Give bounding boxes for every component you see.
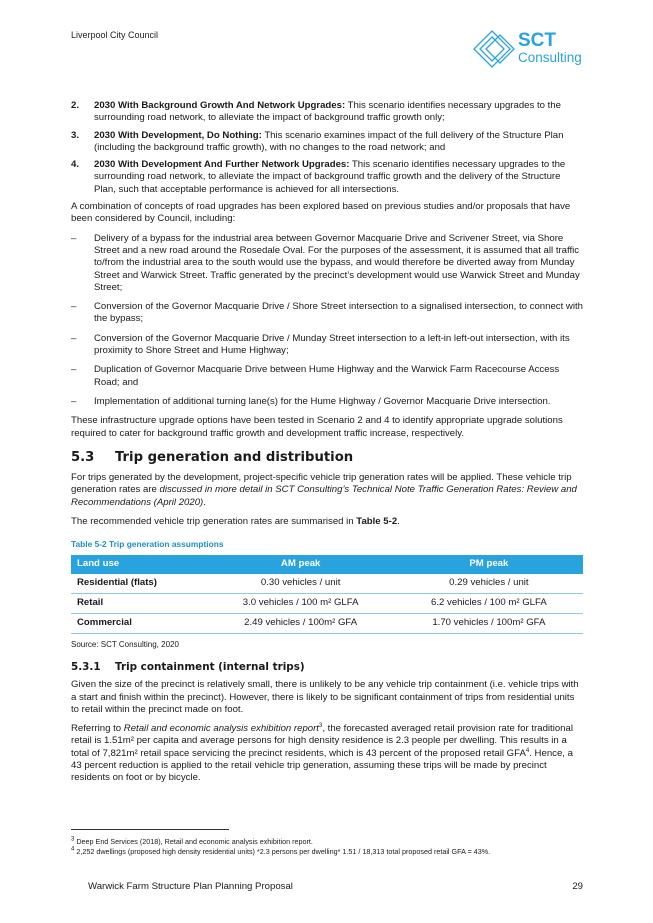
header-organisation: Liverpool City Council — [71, 30, 159, 40]
footnotes — [71, 837, 583, 856]
bullet-dash: – — [71, 395, 77, 407]
table-row — [71, 574, 583, 594]
scenario-item — [71, 100, 583, 125]
bullet-item — [71, 333, 583, 358]
table-cell: Commercial — [71, 613, 207, 633]
footnote-marker: 3 — [318, 722, 323, 729]
subsection-title: Trip containment (internal trips) — [115, 660, 305, 673]
subsection-number: 5.3.1 — [71, 660, 101, 673]
table-header-cell: PM peak — [395, 555, 583, 574]
footnote-text: 2,252 dwellings (proposed high density residential units) *2.3 persons per dwelling* 1.51 / 18,313 total proposed retail GFA = 43%. — [74, 846, 491, 856]
bullet-dash: – — [71, 232, 77, 244]
table-cell: 6.2 vehicles / 100 m² GLFA — [395, 593, 583, 613]
table-cell: Residential (flats) — [71, 574, 207, 594]
footnote-mark: 3 — [71, 836, 75, 843]
table-header-row — [71, 555, 583, 574]
bullet-text: Duplication of Governor Macquarie Drive between Hume Highway and the Warwick Farm Racecourse Access Road; and — [94, 364, 560, 388]
table-header-cell: Land use — [71, 555, 207, 574]
footnote-text: Deep End Services (2018), Retail and economic analysis exhibition report. — [74, 837, 313, 846]
table-row — [71, 613, 583, 633]
para-italic-reference: discussed in more detail in SCT Consulting’s Technical Note Traffic Generation Rates: Review and Recommendations (April 2020) — [71, 484, 577, 508]
para-text: , the forecasted averaged retail provision rate for traditional retail is 1.51m² per capita and average persons for high density residence is 2.3 people per dwelling. This results in a total of 7,821m² retail space servicing the precinct residents, which is 43 percent of the proposed retail GFA — [71, 723, 573, 759]
para-text: . Hence, a 43 percent reduction is applied to the retail vehicle trip generation, assuming these trips will be made by precinct residents on foot or by bicycle. — [71, 747, 573, 784]
logo-text-sct: SCT — [518, 30, 556, 51]
bullet-item — [71, 364, 583, 389]
table-reference: Table 5-2 — [356, 516, 398, 528]
table-cell: 2.49 vehicles / 100m² GFA — [207, 613, 395, 633]
sct-consulting-logo — [470, 27, 590, 75]
bullet-text: Conversion of the Governor Macquarie Drive / Munday Street intersection to a left-in left-out intersection, with its proximity to Shore Street and Hume Highway; — [94, 332, 570, 357]
section-number: 5.3 — [71, 449, 95, 465]
scenario-text: This scenario identifies necessary upgrades to the surrounding road network, to alleviate the impact of background traffic growth and the delivery of the Structure Plan, such that acceptable performance is achieved for all intersections. — [94, 159, 566, 195]
scenario-number: 3. — [71, 129, 80, 141]
subsection-paragraph — [71, 723, 583, 784]
para-text: . — [397, 516, 400, 528]
subsection-heading — [71, 661, 583, 673]
table-source: Source: SCT Consulting, 2020 — [71, 639, 179, 649]
section-paragraph — [71, 472, 583, 509]
bullet-dash: – — [71, 332, 77, 344]
table-cell: 1.70 vehicles / 100m² GFA — [395, 613, 583, 633]
para-text: Referring to — [71, 723, 124, 735]
bullet-text: Implementation of additional turning lane(s) for the Hume Highway / Governor Macquarie Drive intersection. — [94, 395, 551, 407]
table-header-cell: AM peak — [207, 555, 395, 574]
table-cell: 3.0 vehicles / 100 m² GLFA — [207, 593, 395, 613]
bullet-dash: – — [71, 301, 77, 313]
bullet-text: Conversion of the Governor Macquarie Drive / Shore Street intersection to a signalised intersection, to connect with the bypass; — [94, 301, 583, 325]
footnote-marker: 4 — [525, 747, 530, 754]
section-paragraph — [71, 516, 583, 528]
footer-page-number: 29 — [572, 881, 583, 892]
para-text: . — [203, 496, 206, 508]
scenario-title: 2030 With Background Growth And Network Upgrades: — [94, 100, 346, 111]
para-italic-reference: Retail and economic analysis exhibition report — [123, 723, 319, 735]
para-text: The recommended vehicle trip generation rates are summarised in — [71, 516, 357, 528]
bullet-dash: – — [71, 364, 77, 376]
table-cell: Retail — [71, 593, 207, 613]
bullet-text: Delivery of a bypass for the industrial area between Governor Macquarie Drive and Scrivener Street, via Shore Street and a new road around the Rosedale Oval. For the purposes of the assessment, it is assumed that all traffic to/from the industrial area to the south would use the bypass, and would therefore be diverted away from Munday Street and Warwick Street. Traffic generated by the precinct’s development would use Warwick Street and Munday Street; — [94, 232, 580, 293]
scenario-number: 2. — [71, 100, 80, 111]
footer-document-title: Warwick Farm Structure Plan Planning Proposal — [88, 881, 293, 892]
footnote-mark: 4 — [71, 846, 75, 853]
scenario-item — [71, 130, 583, 155]
bullet-item — [71, 233, 583, 294]
logo-text-consulting: Consulting — [518, 50, 582, 65]
table-cell: 0.30 vehicles / unit — [207, 574, 395, 594]
trip-generation-table — [71, 555, 583, 634]
scenario-text: This scenario identifies necessary upgrades to the surrounding road network, to alleviate the impact of background traffic growth only; — [94, 100, 561, 124]
scenario-text: This scenario examines impact of the full delivery of the Structure Plan (including the background traffic growth), with no changes to the road network; and — [94, 129, 564, 153]
bullet-item — [71, 396, 583, 408]
table-cell: 0.29 vehicles / unit — [395, 574, 583, 594]
scenario-title: 2030 With Development And Further Network Upgrades: — [94, 159, 350, 171]
scenario-item — [71, 159, 583, 196]
table-caption: Table 5-2 Trip generation assumptions — [71, 539, 224, 550]
footnote — [71, 837, 583, 847]
scenario-title: 2030 With Development, Do Nothing: — [94, 129, 262, 141]
para-text: For trips generated by the development, project-specific vehicle trip generation rates will be applied. These vehicle trip generation rates are — [71, 472, 572, 496]
section-heading — [71, 449, 583, 465]
scenario-number: 4. — [71, 159, 80, 171]
main-content — [71, 100, 583, 792]
footnote — [71, 847, 583, 857]
subsection-paragraph: Given the size of the precinct is relatively small, there is unlikely to be any vehicle trip containment (i.e. vehicle trips with a start and finish within the precinct). However, there is likely to be significant containment of trips from residential units to retail within the precinct made on foot. — [71, 679, 579, 715]
table-row — [71, 593, 583, 613]
footnote-divider — [71, 829, 229, 830]
intro-paragraph: A combination of concepts of road upgrades has been explored based on previous studies and/or proposals that have been considered by Council, including: — [71, 201, 571, 225]
bullet-item — [71, 301, 583, 326]
section-title: Trip generation and distribution — [115, 449, 354, 465]
tested-paragraph: These infrastructure upgrade options have been tested in Scenario 2 and 4 to identify appropriate upgrade solutions required to cater for background traffic growth and development traffic increase, respectively. — [71, 415, 563, 439]
